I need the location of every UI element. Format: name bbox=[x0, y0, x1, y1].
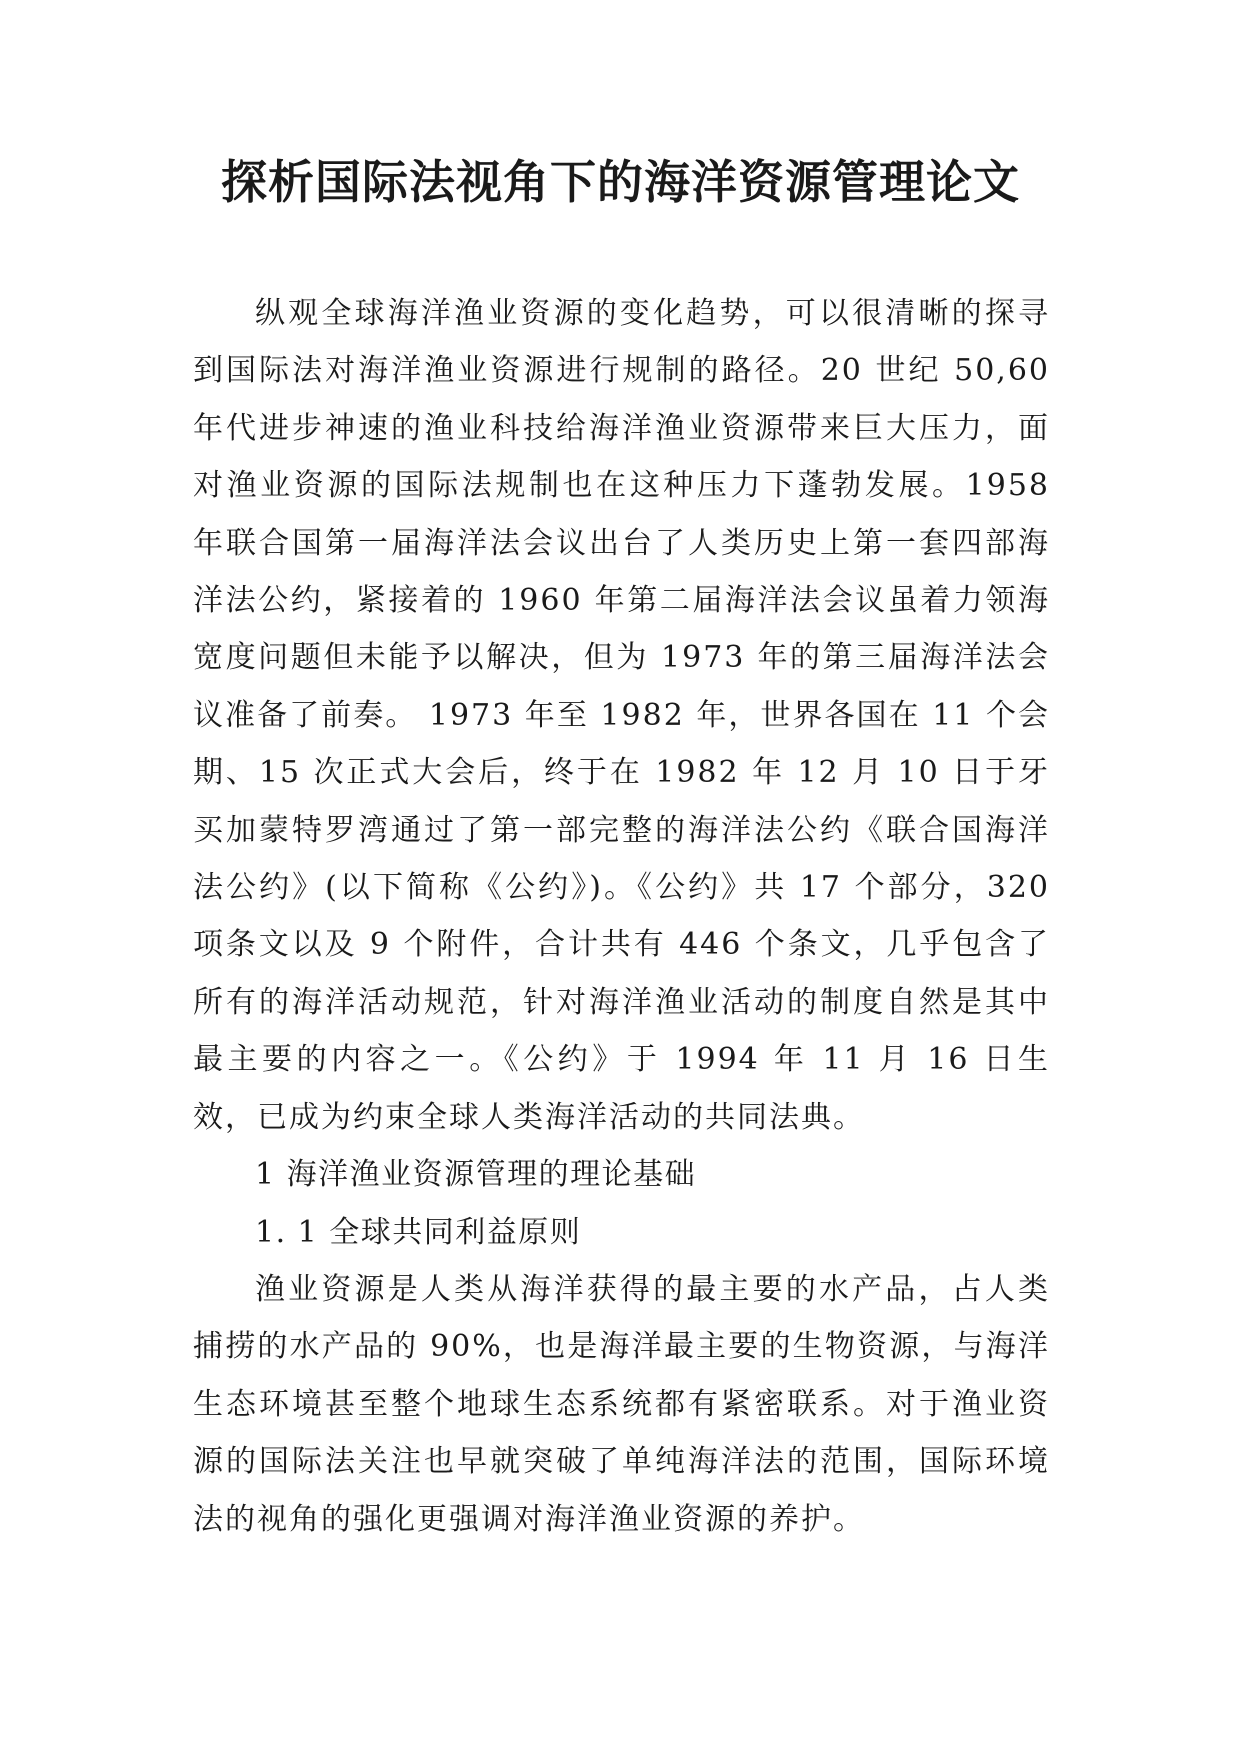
paragraph-intro: 纵观全球海洋渔业资源的变化趋势，可以很清晰的探寻到国际法对海洋渔业资源进行规制的路径。20 世纪 50,60 年代进步神速的渔业科技给海洋渔业资源带来巨大压力，面对渔业资源的国际法规制也在这种压力下蓬勃发展。1958 年联合国第一届海洋法会议出台了人类历史上第一套四部海洋法公约，紧接着的 1960 年第二届海洋法会议虽着力领海宽度问题但未能予以解决，但为 1973 年的第三届海洋法会议准备了前奏。 1973 年至 1982 年，世界各国在 11 个会期、15 次正式大会后，终于在 1982 年 12 月 10 日于牙买加蒙特罗湾通过了第一部完整的海洋法公约《联合国海洋法公约》(以下简称《公约》)。《公约》共 17 个部分，320 项条文以及 9 个附件，合计共有 446 个条文，几乎包含了所有的海洋活动规范，针对海洋渔业活动的制度自然是其中最主要的内容之一。《公约》于 1994 年 11 月 16 日生效，已成为约束全球人类海洋活动的共同法典。 bbox=[193, 296, 1050, 1135]
section-heading-1-1: 1. 1 全球共同利益原则 bbox=[255, 1214, 582, 1250]
document-body bbox=[193, 285, 1050, 1548]
paragraph-fishery-resources: 渔业资源是人类从海洋获得的最主要的水产品，占人类捕捞的水产品的 90%，也是海洋最主要的生物资源，与海洋生态环境甚至整个地球生态系统都有紧密联系。对于渔业资源的国际法关注也早就突破了单纯海洋法的范围，国际环境法的视角的强化更强调对海洋渔业资源的养护。 bbox=[193, 1271, 1050, 1537]
document-title: 探析国际法视角下的海洋资源管理论文 bbox=[221, 155, 1020, 209]
section-heading-1: 1 海洋渔业资源管理的理论基础 bbox=[255, 1157, 697, 1193]
